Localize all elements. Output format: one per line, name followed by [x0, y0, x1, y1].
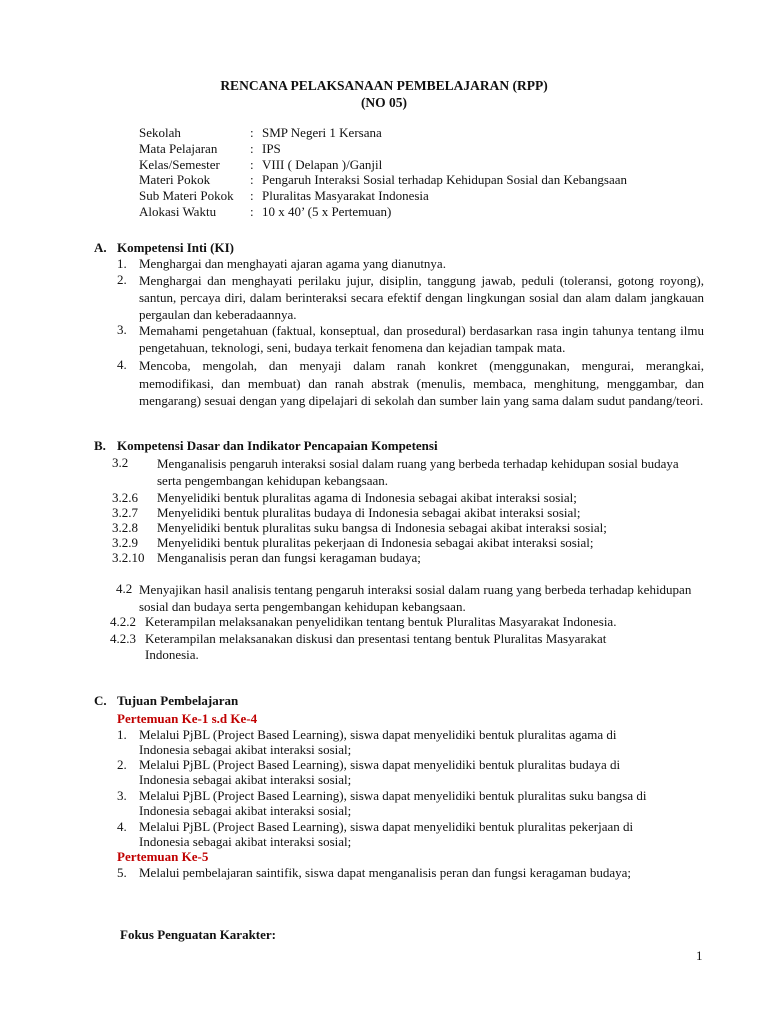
- info-label-materi: Materi Pokok: [139, 172, 211, 187]
- indicator-text: Menyelidiki bentuk pluralitas budaya di Indonesia sebagai akibat interaksi sosial;: [157, 505, 581, 520]
- kd4-indicator-number: 4.2.2: [110, 614, 136, 629]
- objective-number: 1.: [117, 727, 127, 742]
- indicator-number: 3.2.8: [112, 520, 138, 535]
- info-colon: :: [250, 157, 254, 172]
- kd4-number: 4.2: [116, 581, 133, 596]
- info-value-submateri: Pluralitas Masyarakat Indonesia: [262, 188, 429, 203]
- info-colon: :: [250, 125, 254, 140]
- document-title: RENCANA PELAKSANAAN PEMBELAJARAN (RPP): [220, 78, 548, 93]
- section-a-letter: A.: [94, 240, 107, 255]
- objective-number: 3.: [117, 788, 127, 803]
- objective-line: Melalui PjBL (Project Based Learning), siswa dapat menyelidiki bentuk pluralitas pekerjaan di: [139, 819, 634, 834]
- section-b-letter: B.: [94, 438, 106, 453]
- ki-number: 4.: [117, 357, 127, 372]
- fokus-heading: Fokus Penguatan Karakter:: [120, 927, 276, 942]
- ki-number: 1.: [117, 256, 127, 271]
- indicator-number: 3.2.10: [112, 550, 145, 565]
- objective-line: Indonesia sebagai akibat interaksi sosial;: [139, 742, 352, 757]
- page-number: 1: [696, 948, 703, 963]
- objective-line: Indonesia sebagai akibat interaksi sosial;: [139, 803, 352, 818]
- ki-text: Menghargai dan menghayati ajaran agama yang dianutnya.: [139, 256, 446, 271]
- info-value-materi: Pengaruh Interaksi Sosial terhadap Kehidupan Sosial dan Kebangsaan: [262, 172, 627, 187]
- objective-line: Melalui PjBL (Project Based Learning), siswa dapat menyelidiki bentuk pluralitas agama di: [139, 727, 617, 742]
- info-label-sekolah: Sekolah: [139, 125, 181, 140]
- document-number: (NO 05): [360, 95, 408, 110]
- info-label-submateri: Sub Materi Pokok: [139, 188, 234, 203]
- kd-number: 3.2: [112, 455, 129, 470]
- objective-number: 4.: [117, 819, 127, 834]
- meeting-label: Pertemuan Ke-5: [117, 849, 209, 864]
- info-label-alokasi: Alokasi Waktu: [139, 204, 217, 219]
- section-c-letter: C.: [94, 693, 107, 708]
- indicator-number: 3.2.9: [112, 535, 138, 550]
- ki-text: Menghargai dan menghayati perilaku jujur, disiplin, tanggung jawab, peduli (toleransi, gotong royong), santun, percaya diri, dalam berinteraksi secara efektif dengan lingkungan sosial dan alam dalam jangkauan pergaulan dan keberadaannya.: [139, 273, 704, 322]
- objective-line: Melalui pembelajaran saintifik, siswa dapat menganalisis peran dan fungsi keragaman budaya;: [139, 865, 632, 880]
- indicator-text: Menyelidiki bentuk pluralitas suku bangsa di Indonesia sebagai akibat interaksi sosial;: [157, 520, 607, 535]
- info-value-mapel: IPS: [262, 141, 281, 156]
- info-colon: :: [250, 172, 254, 187]
- info-value-kelas: VIII ( Delapan )/Ganjil: [262, 157, 383, 172]
- indicator-text: Menyelidiki bentuk pluralitas pekerjaan di Indonesia sebagai akibat interaksi sosial;: [157, 535, 594, 550]
- section-b-heading: Kompetensi Dasar dan Indikator Pencapaian Kompetensi: [117, 438, 438, 453]
- indicator-number: 3.2.6: [112, 490, 138, 505]
- kd4-indicator-number: 4.2.3: [110, 631, 136, 646]
- info-value-alokasi: 10 x 40’ (5 x Pertemuan): [262, 204, 392, 219]
- section-c-heading: Tujuan Pembelajaran: [117, 693, 239, 708]
- objective-line: Indonesia sebagai akibat interaksi sosial;: [139, 834, 352, 849]
- objective-number: 5.: [117, 865, 127, 880]
- objective-line: Indonesia sebagai akibat interaksi sosial;: [139, 772, 352, 787]
- objective-number: 2.: [117, 757, 127, 772]
- objective-line: Melalui PjBL (Project Based Learning), siswa dapat menyelidiki bentuk pluralitas budaya di: [139, 757, 621, 772]
- ki-number: 2.: [117, 272, 127, 287]
- objective-line: Melalui PjBL (Project Based Learning), siswa dapat menyelidiki bentuk pluralitas suku bangsa di: [139, 788, 647, 803]
- info-value-sekolah: SMP Negeri 1 Kersana: [262, 125, 382, 140]
- info-colon: :: [250, 204, 254, 219]
- indicator-text: Menganalisis peran dan fungsi keragaman budaya;: [157, 550, 421, 565]
- kd4-indicator-text: Keterampilan melaksanakan penyelidikan tentang bentuk Pluralitas Masyarakat Indonesia.: [145, 614, 617, 629]
- ki-text: Mencoba, mengolah, dan menyaji dalam ranah konkret (menggunakan, mengurai, merangkai, memodifikasi, dan membuat) dan ranah abstrak (menulis, membaca, menghitung, menggambar, dan mengarang) sesuai dengan yang dipelajari di sekolah dan sumber lain yang sama dalam sudut pandang/teori.: [139, 358, 704, 408]
- ki-text: Memahami pengetahuan (faktual, konseptual, dan prosedural) berdasarkan rasa ingin tahunya tentang ilmu pengetahuan, teknologi, seni, budaya terkait fenomena dan kejadian tampak mata.: [139, 323, 704, 355]
- info-label-mapel: Mata Pelajaran: [139, 141, 218, 156]
- kd4-indicator-text: Keterampilan melaksanakan diskusi dan presentasi tentang bentuk Pluralitas Masyarakat Indonesia.: [145, 631, 607, 662]
- info-colon: :: [250, 141, 254, 156]
- ki-number: 3.: [117, 322, 127, 337]
- kd-text: Menganalisis pengaruh interaksi sosial dalam ruang yang berbeda terhadap kehidupan sosial budaya serta pengembangan kehidupan kebangsaan.: [157, 456, 679, 488]
- indicator-text: Menyelidiki bentuk pluralitas agama di Indonesia sebagai akibat interaksi sosial;: [157, 490, 577, 505]
- kd4-text: Menyajikan hasil analisis tentang pengaruh interaksi sosial dalam ruang yang berbeda terhadap kehidupan sosial dan budaya serta pengembangan kehidupan kebangsaan.: [139, 582, 692, 614]
- meeting-label: Pertemuan Ke-1 s.d Ke-4: [117, 711, 258, 726]
- indicator-number: 3.2.7: [112, 505, 138, 520]
- info-label-kelas: Kelas/Semester: [139, 157, 220, 172]
- section-a-heading: Kompetensi Inti (KI): [117, 240, 234, 255]
- info-colon: :: [250, 188, 254, 203]
